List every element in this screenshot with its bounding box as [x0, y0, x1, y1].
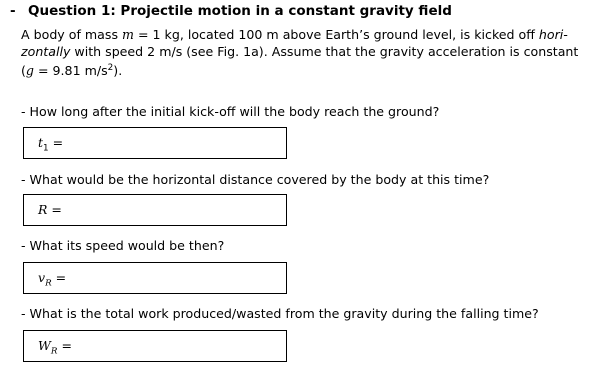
header-bullet: -	[10, 3, 16, 19]
label-subscript: R	[45, 278, 52, 289]
problem-statement	[21, 26, 586, 79]
label-variable: v	[38, 270, 46, 285]
answer-field-R[interactable]	[23, 194, 287, 226]
answer-label-vR	[38, 270, 66, 289]
statement-emphasis: hori-	[538, 27, 568, 42]
statement-text: with speed 2 m/s (see Fig. 1a). Assume that the gravity acceleration is constant	[70, 44, 579, 59]
answer-label-R	[38, 202, 62, 221]
label-variable: W	[38, 338, 51, 353]
label-equals: =	[61, 338, 72, 353]
mass-variable: m	[122, 27, 134, 42]
statement-line-3	[21, 60, 586, 79]
answer-field-t1[interactable]	[23, 127, 287, 159]
statement-text: = 9.81 m/s	[33, 63, 108, 79]
answer-field-WR[interactable]	[23, 330, 287, 362]
question-2-text: - What would be the horizontal distance covered by the body at this time?	[21, 172, 490, 187]
label-equals: =	[52, 135, 64, 150]
label-variable: R	[38, 202, 48, 217]
exponent: 2	[107, 63, 114, 73]
label-subscript: 1	[43, 143, 49, 154]
answer-label-t1	[38, 135, 63, 154]
statement-emphasis: zontally	[21, 44, 71, 59]
label-subscript: R	[50, 346, 58, 357]
label-equals: =	[51, 202, 62, 217]
question-header	[10, 3, 452, 19]
statement-text: = 1 kg, located 100 m above Earth’s ground level, is kicked off	[133, 27, 539, 42]
question-4-text: - What is the total work produced/wasted from the gravity during the falling time?	[21, 306, 539, 321]
question-3-text: - What its speed would be then?	[21, 238, 225, 253]
label-variable: t	[38, 135, 44, 150]
statement-text: (	[21, 63, 26, 79]
statement-line-1	[21, 26, 586, 43]
question-1-text: - How long after the initial kick-off will the body reach the ground?	[21, 104, 440, 119]
answer-label-WR	[38, 338, 72, 357]
gravity-variable: g	[25, 63, 34, 79]
label-equals: =	[55, 270, 67, 285]
question-title: Question 1: Projectile motion in a constant gravity field	[28, 3, 452, 19]
statement-text: ).	[113, 63, 123, 79]
statement-text: A body of mass	[21, 27, 123, 42]
statement-line-2	[21, 43, 586, 60]
answer-field-vR[interactable]	[23, 262, 287, 294]
